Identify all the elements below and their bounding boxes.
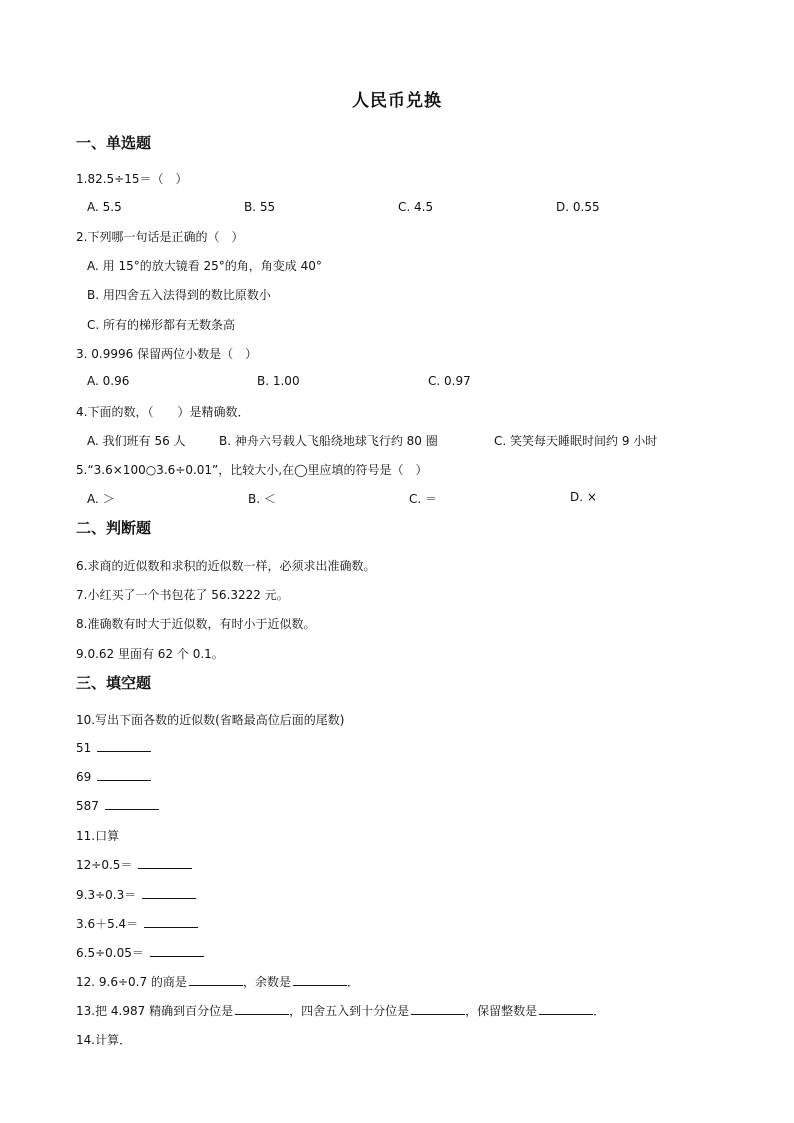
q1-option-d: D. 0.55 xyxy=(556,200,600,214)
answer-blank[interactable] xyxy=(97,769,151,781)
q1-option-c: C. 4.5 xyxy=(398,200,434,214)
answer-blank[interactable] xyxy=(138,857,192,869)
q2-option-c: C. 所有的梯形都有无数条高 xyxy=(87,318,236,332)
answer-blank[interactable] xyxy=(293,974,347,986)
section-heading-true-false: 二、判断题 xyxy=(76,519,152,537)
q13-text-c: ，保留整数是 xyxy=(465,1004,538,1018)
q11-item-2 xyxy=(76,886,196,903)
answer-blank[interactable] xyxy=(189,974,243,986)
q11-item-4 xyxy=(76,944,204,961)
answer-blank[interactable] xyxy=(539,1003,593,1015)
q3-option-a: A. 0.96 xyxy=(87,374,130,388)
q1-option-a: A. 5.5 xyxy=(87,200,122,214)
question-4-stem: 4.下面的数，（ ）是精确数． xyxy=(76,405,250,419)
answer-blank[interactable] xyxy=(142,887,196,899)
q12-text-a: 12. 9.6÷0.7 的商是 xyxy=(76,975,187,989)
q10-item-2-label: 69 xyxy=(76,770,92,784)
q12-text-c: ． xyxy=(346,975,359,989)
section-heading-single-choice: 一、单选题 xyxy=(76,134,152,152)
q4-option-b: B. 神舟六号载人飞船绕地球飞行约 80 圈 xyxy=(219,434,438,448)
q11-item-2-label: 9.3÷0.3＝ xyxy=(76,888,137,902)
q5-option-d: D. × xyxy=(570,490,597,504)
q5-option-b: B. ＜ xyxy=(248,492,276,506)
question-13 xyxy=(76,1002,605,1019)
q2-option-b: B. 用四舍五入法得到的数比原数小 xyxy=(87,288,271,302)
q11-item-4-label: 6.5÷0.05＝ xyxy=(76,946,144,960)
answer-blank[interactable] xyxy=(235,1003,289,1015)
q3-option-c: C. 0.97 xyxy=(428,374,471,388)
q10-item-2 xyxy=(76,769,151,784)
q10-item-3 xyxy=(76,798,159,813)
question-2-stem: 2.下列哪一句话是正确的（ ） xyxy=(76,230,244,244)
answer-blank[interactable] xyxy=(97,740,151,752)
q1-option-b: B. 55 xyxy=(244,200,276,214)
q3-option-b: B. 1.00 xyxy=(257,374,300,388)
q10-item-1-label: 51 xyxy=(76,741,92,755)
section-heading-fill-blank: 三、填空题 xyxy=(76,674,152,692)
q10-item-1 xyxy=(76,740,151,755)
page-title: 人民币兑换 xyxy=(352,91,442,111)
question-12 xyxy=(76,973,359,990)
answer-blank[interactable] xyxy=(105,798,159,810)
answer-blank[interactable] xyxy=(150,945,204,957)
question-8: 8.准确数有时大于近似数，有时小于近似数。 xyxy=(76,617,316,631)
question-5-stem: 5.“3.6×100○3.6÷0.01”，比较大小,在◯里应填的符号是（ ） xyxy=(76,463,428,477)
q13-text-a: 13.把 4.987 精确到百分位是 xyxy=(76,1004,234,1018)
q4-option-c: C. 笑笑每天睡眠时间约 9 小时 xyxy=(494,434,658,448)
q13-text-b: ，四舍五入到十分位是 xyxy=(289,1004,410,1018)
question-10-stem: 10.写出下面各数的近似数(省略最高位后面的尾数) xyxy=(76,713,345,727)
question-11-stem: 11.口算 xyxy=(76,829,120,843)
q12-text-b: ，余数是 xyxy=(242,975,291,989)
answer-blank[interactable] xyxy=(411,1003,465,1015)
q11-item-3 xyxy=(76,915,198,932)
question-1-stem: 1.82.5÷15＝（ ） xyxy=(76,172,188,186)
q4-option-a: A. 我们班有 56 人 xyxy=(87,434,186,448)
question-6: 6.求商的近似数和求积的近似数一样，必须求出准确数。 xyxy=(76,559,376,573)
q5-option-a: A. ＞ xyxy=(87,492,115,506)
q5-option-c: C. ＝ xyxy=(409,492,438,506)
q11-item-3-label: 3.6＋5.4＝ xyxy=(76,917,139,931)
q11-item-1-label: 12÷0.5＝ xyxy=(76,858,133,872)
q10-item-3-label: 587 xyxy=(76,799,99,813)
question-3-stem: 3. 0.9996 保留两位小数是（ ） xyxy=(76,347,258,361)
q13-text-d: ． xyxy=(593,1004,606,1018)
question-7: 7.小红买了一个书包花了 56.3222 元。 xyxy=(76,588,289,602)
answer-blank[interactable] xyxy=(144,916,198,928)
question-9: 9.0.62 里面有 62 个 0.1。 xyxy=(76,647,224,661)
q11-item-1 xyxy=(76,856,192,873)
q2-option-a: A. 用 15°的放大镜看 25°的角，角变成 40° xyxy=(87,259,322,273)
question-14: 14.计算． xyxy=(76,1033,132,1047)
